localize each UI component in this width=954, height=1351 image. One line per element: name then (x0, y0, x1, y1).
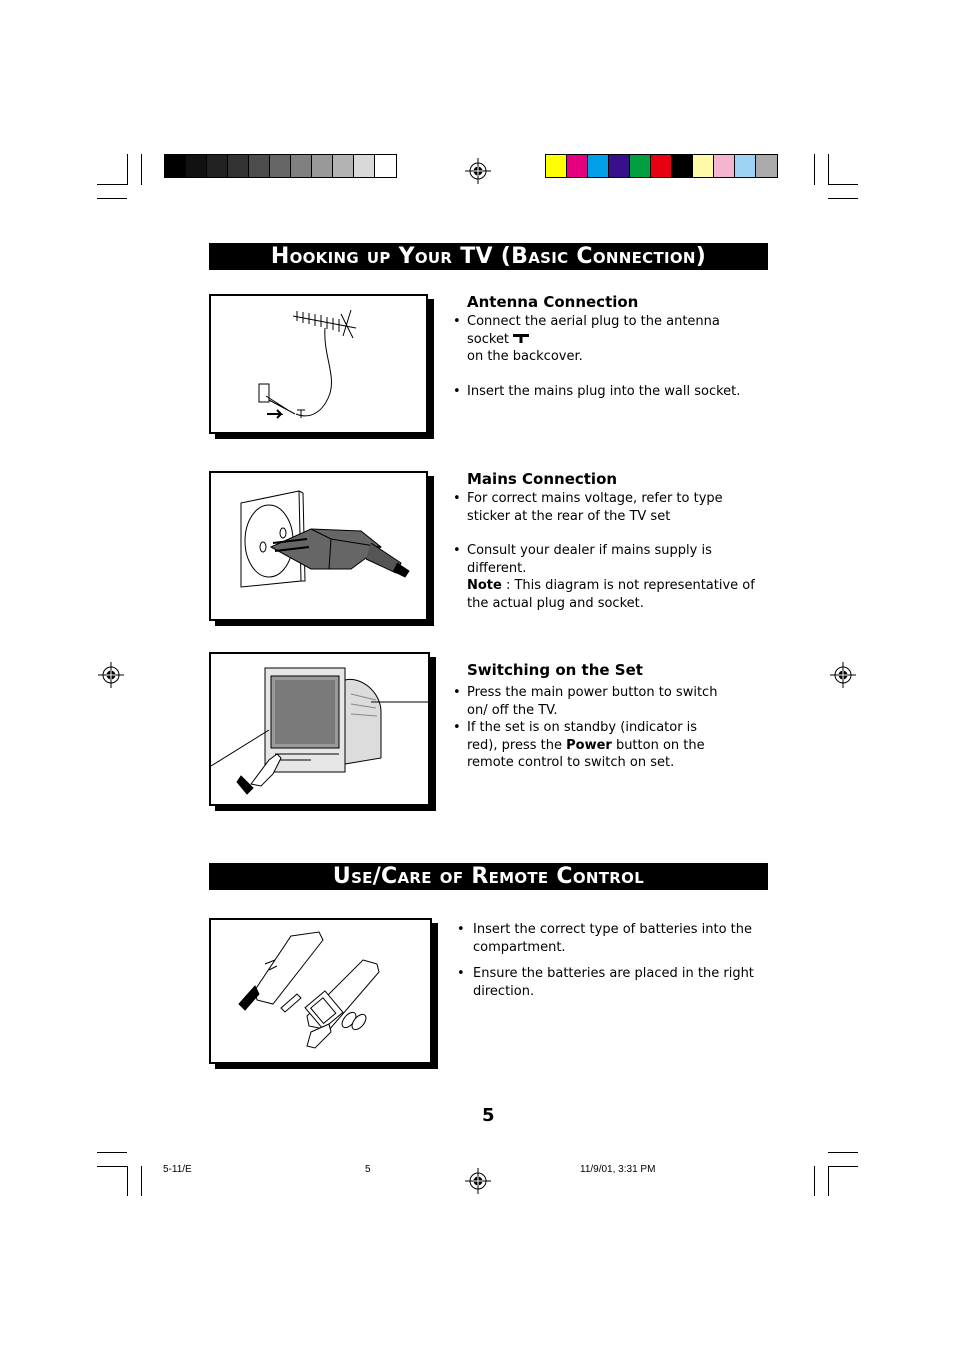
list-item: • Ensure the batteries are placed in the right direction. (457, 965, 757, 1000)
list-item: • Insert the correct type of batteries into the compartment. (457, 921, 757, 956)
color-swatch (312, 155, 333, 177)
mains-connection-title: Mains Connection (467, 470, 618, 488)
color-swatch (270, 155, 291, 177)
antenna-connection-title: Antenna Connection (467, 293, 639, 311)
color-swatch (756, 155, 777, 177)
switching-on-illustration (209, 652, 430, 806)
color-swatch (354, 155, 375, 177)
list-item: • Press the main power button to switch on/ off the TV. (453, 684, 727, 719)
registration-mark-icon (98, 662, 124, 688)
list-item: • Insert the mains plug into the wall socket. (453, 383, 763, 401)
color-swatch (249, 155, 270, 177)
list-item: • Consult your dealer if mains supply is different. Note : This diagram is not representative of the actual plug and socket. (453, 542, 763, 612)
antenna-connection-illustration (209, 294, 428, 434)
color-swatch (651, 155, 672, 177)
color-swatch (609, 155, 630, 177)
footer-job-code: 5-11/E (163, 1164, 192, 1175)
color-swatch (228, 155, 249, 177)
color-swatch (546, 155, 567, 177)
color-swatch (207, 155, 228, 177)
color-swatch (333, 155, 354, 177)
color-swatch (714, 155, 735, 177)
footer-timestamp: 11/9/01, 3:31 PM (580, 1164, 656, 1175)
section-heading-remote-control: Use/Care of Remote Control (209, 863, 768, 890)
color-swatch (735, 155, 756, 177)
antenna-connection-list (453, 313, 763, 417)
switching-on-title: Switching on the Set (467, 661, 643, 679)
color-swatch (186, 155, 207, 177)
footer-page-number: 5 (365, 1164, 371, 1175)
color-swatch (672, 155, 693, 177)
list-item: • For correct mains voltage, refer to type sticker at the rear of the TV set (453, 490, 763, 525)
list-item: • Connect the aerial plug to the antenna socket on the backcover. (453, 313, 763, 366)
switching-on-list (453, 684, 743, 789)
antenna-socket-icon (513, 333, 529, 343)
registration-mark-icon (830, 662, 856, 688)
color-swatch (588, 155, 609, 177)
color-swatch (567, 155, 588, 177)
color-swatch (165, 155, 186, 177)
page-number: 5 (482, 1105, 495, 1126)
process-color-bar (545, 154, 778, 178)
registration-mark-icon (465, 158, 491, 184)
registration-mark-icon (465, 1168, 491, 1194)
color-swatch (693, 155, 714, 177)
remote-batteries-illustration (209, 918, 432, 1064)
remote-control-list (457, 921, 757, 1017)
section-heading-basic-connection: Hooking up Your TV (Basic Connection) (209, 243, 768, 270)
grayscale-color-bar (164, 154, 397, 178)
list-item: • If the set is on standby (indicator is red), press the Power button on the remote control to switch on set. (453, 719, 717, 772)
color-swatch (630, 155, 651, 177)
mains-connection-illustration (209, 471, 428, 621)
mains-connection-list (453, 490, 763, 629)
color-swatch (291, 155, 312, 177)
color-swatch (375, 155, 396, 177)
